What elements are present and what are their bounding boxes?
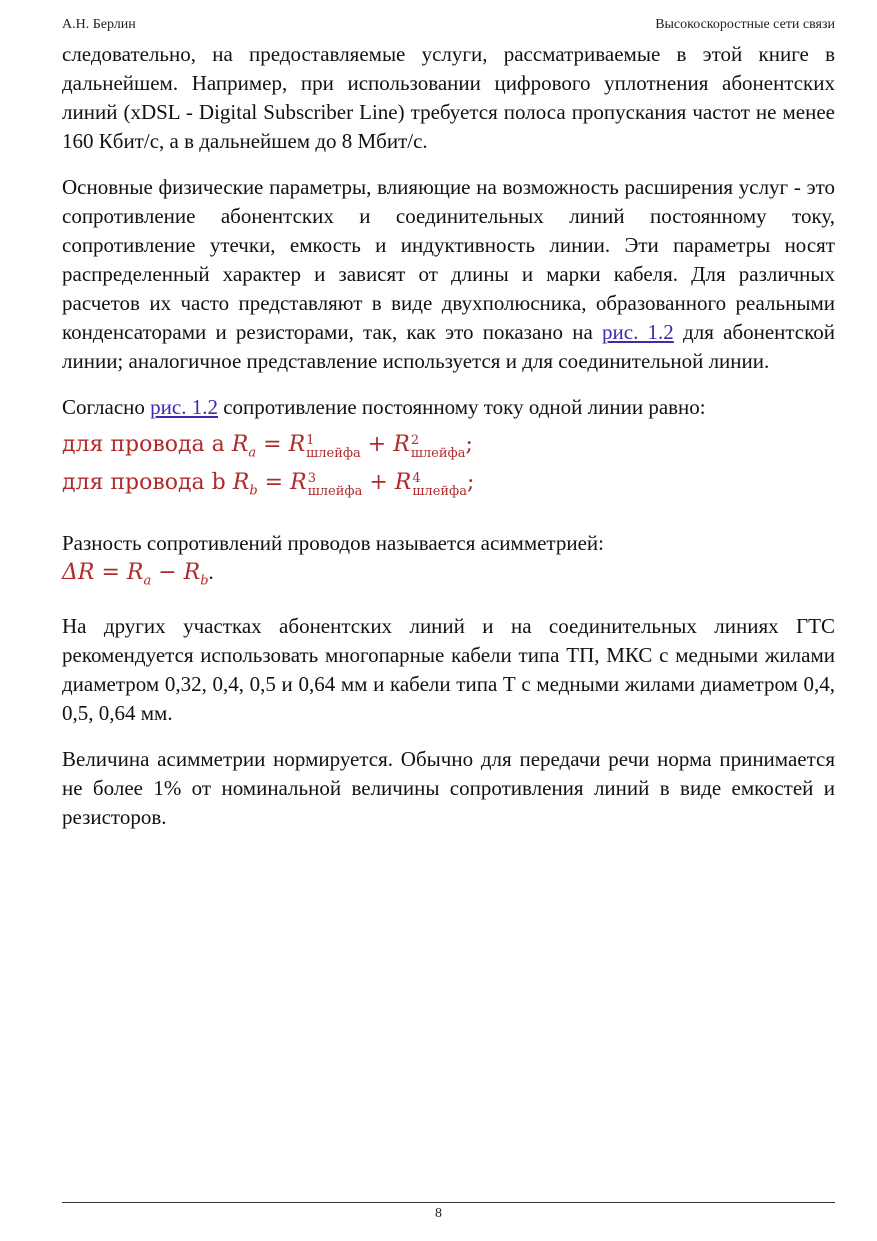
resistance-formulas — [62, 430, 835, 507]
formula-b-plus: + — [369, 470, 388, 496]
paragraph-3-text: Согласно — [62, 395, 145, 419]
formula-wire-b: для провода b $R_b = R$ 3 шлейфа + R 4 шлейфа ; — [62, 470, 475, 500]
formula-b-semicolon: ; — [466, 470, 475, 496]
paragraph-4 — [62, 529, 835, 595]
asym-minus: − R — [151, 559, 201, 585]
formula-b-loop4: шлейфа — [412, 484, 467, 500]
formula-b-label: для провода b — [62, 470, 226, 496]
page-content — [62, 40, 835, 849]
paragraph-3-tail: сопротивление постоянному току одной линии равно: — [223, 395, 706, 419]
figure-link-1-2[interactable]: рис. 1.2 — [602, 320, 674, 344]
formula-a-plus: + — [367, 432, 387, 457]
figure-link-1-2-second[interactable]: рис. 1.2 — [150, 395, 218, 419]
formula-a-sup2: 2 — [410, 433, 420, 448]
formula-a-loop1: шлейфа — [306, 446, 361, 461]
paragraph-5: На других участках абонентских линий и на соединительных линиях ГТС рекомендуется использовать многопарные кабели типа ТП, МКС с медными жилами диаметром 0,32, 0,4, 0,5 и 0,64 мм и кабели типа Т с медными жилами диаметром 0,4, 0,5, 0,64 мм. — [62, 614, 835, 726]
page-header — [62, 16, 835, 34]
formula-a-label: для провода a — [62, 432, 225, 457]
paragraph-2 — [62, 173, 835, 376]
formula-b-sub: b — [249, 483, 258, 499]
paragraph-2-tail: для абонентской линии; аналогичное представление используется и для соединительной линии. — [62, 320, 836, 373]
header-book-title: Высокоскоростные сети связи — [655, 17, 835, 32]
asym-sub-a: a — [143, 573, 152, 589]
formula-a-var: R — [231, 432, 249, 457]
header-author: А.Н. Берлин — [62, 17, 136, 32]
formula-b-loop3: шлейфа — [307, 484, 363, 500]
paragraph-2-text: Основные физические параметры, влияющие на возможность расширения услуг - это сопротивление абонентских и соединительных линий постоянному току, сопротивление утечки, емкость и индуктивность линии. Эти параметры носят распределенный характер и зависят от длины и марки кабеля. Для различных расчетов их часто представляют в виде двухполюсника, образованного реальными конденсаторами и резисторами, так, как это показано на — [62, 175, 835, 344]
formula-a-semicolon: ; — [465, 432, 473, 457]
asym-left: ΔR = R — [62, 559, 144, 585]
formula-a-sub: a — [248, 445, 257, 461]
formula-b-var: R — [232, 470, 250, 496]
footer-divider — [62, 1202, 835, 1203]
paragraph-1: следовательно, на предоставляемые услуги, рассматриваемые в этой книге в дальнейшем. Например, при использовании цифрового уплотнения абонентских линий (xDSL - Digital Subscriber Line) требуется полоса пропускания частот не менее 160 Кбит/с, а в дальнейшем до 8 Мбит/с. — [62, 42, 835, 153]
formula-a-loop2: шлейфа — [410, 446, 466, 461]
formula-a-sup1: 1 — [306, 433, 315, 448]
asymmetry-formula — [62, 559, 209, 589]
formula-b-sup3: 3 — [307, 471, 316, 487]
formula-b-equals: = — [264, 470, 284, 496]
paragraph-6: Величина асимметрии нормируется. Обычно для передачи речи норма принимается не более 1% от номинальной величины сопротивления линий в виде емкостей и резисторов. — [62, 747, 835, 830]
asym-sub-b: b — [200, 573, 209, 589]
formula-a-equals: = — [263, 432, 282, 457]
paragraph-3 — [62, 393, 835, 422]
paragraph-4-text: Разность сопротивлений проводов называется асимметрией: — [62, 530, 604, 555]
formula-b-sup4: 4 — [412, 471, 421, 487]
paragraph-4-end: . — [208, 559, 214, 584]
formula-wire-a: для провода a $R_a = R$ 1 шлейфа + R 2 шлейфа ; — [62, 432, 473, 461]
page-number: 8 — [435, 1206, 442, 1221]
